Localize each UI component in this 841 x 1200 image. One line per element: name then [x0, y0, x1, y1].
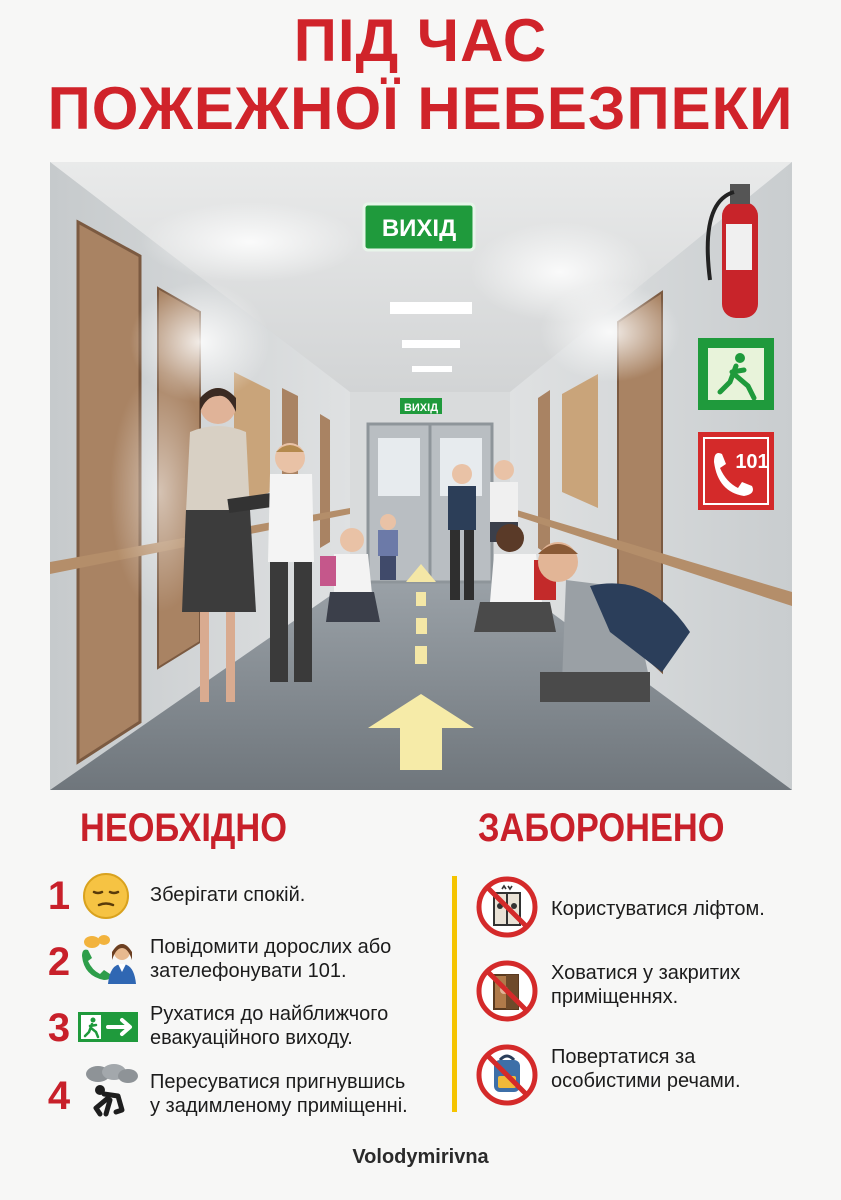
required-item-2-text: Повідомити дорослих або зателефонувати 101. — [150, 936, 392, 982]
no-elevator-icon — [476, 876, 538, 938]
required-item-2-number: 2 — [47, 940, 71, 984]
exit-sign-far-label: ВИХІД — [403, 402, 439, 414]
forbidden-item-3-text: Повертатися за особистими речами. — [551, 1046, 741, 1092]
poster-title-line2: ПОЖЕЖНОЇ НЕБЕЗПЕКИ — [47, 75, 794, 142]
exit-sign-main-label: ВИХІД — [381, 215, 457, 242]
emergency-exit-sign-icon — [698, 338, 774, 410]
forbidden-item-2-text: Ховатися у закритих приміщеннях. — [551, 962, 741, 1008]
required-item-4-text: Пересуватися пригнувшись у задимленому приміщенні. — [150, 1071, 408, 1117]
exit-sign-icon — [78, 1006, 140, 1054]
forbidden-item-1-text: Користуватися ліфтом. — [551, 898, 765, 920]
required-item-3-text: Рухатися до найближчого евакуаційного виходу. — [150, 1003, 389, 1049]
forbidden-heading: ЗАБОРОНЕНО — [478, 806, 725, 850]
poster-title-line1: ПІД ЧАС — [293, 7, 548, 74]
required-heading: НЕОБХІДНО — [80, 806, 288, 850]
required-item-4-number: 4 — [47, 1074, 71, 1118]
column-divider — [452, 876, 457, 1112]
calm-face-icon — [78, 872, 140, 920]
required-item-3-number: 3 — [47, 1006, 71, 1050]
phone-sign-number: 101 — [735, 451, 769, 473]
corridor-illustration — [50, 162, 792, 790]
required-item-1-text: Зберігати спокій. — [150, 884, 306, 906]
required-item-1-number: 1 — [47, 874, 71, 918]
no-backpack-icon — [476, 1044, 538, 1106]
no-hiding-icon — [476, 960, 538, 1022]
phone-call-adult-icon — [78, 934, 140, 982]
author-signature: Volodymirivna — [352, 1146, 489, 1168]
emergency-phone-sign-icon — [698, 432, 774, 510]
crouching-smoke-icon — [78, 1064, 140, 1112]
